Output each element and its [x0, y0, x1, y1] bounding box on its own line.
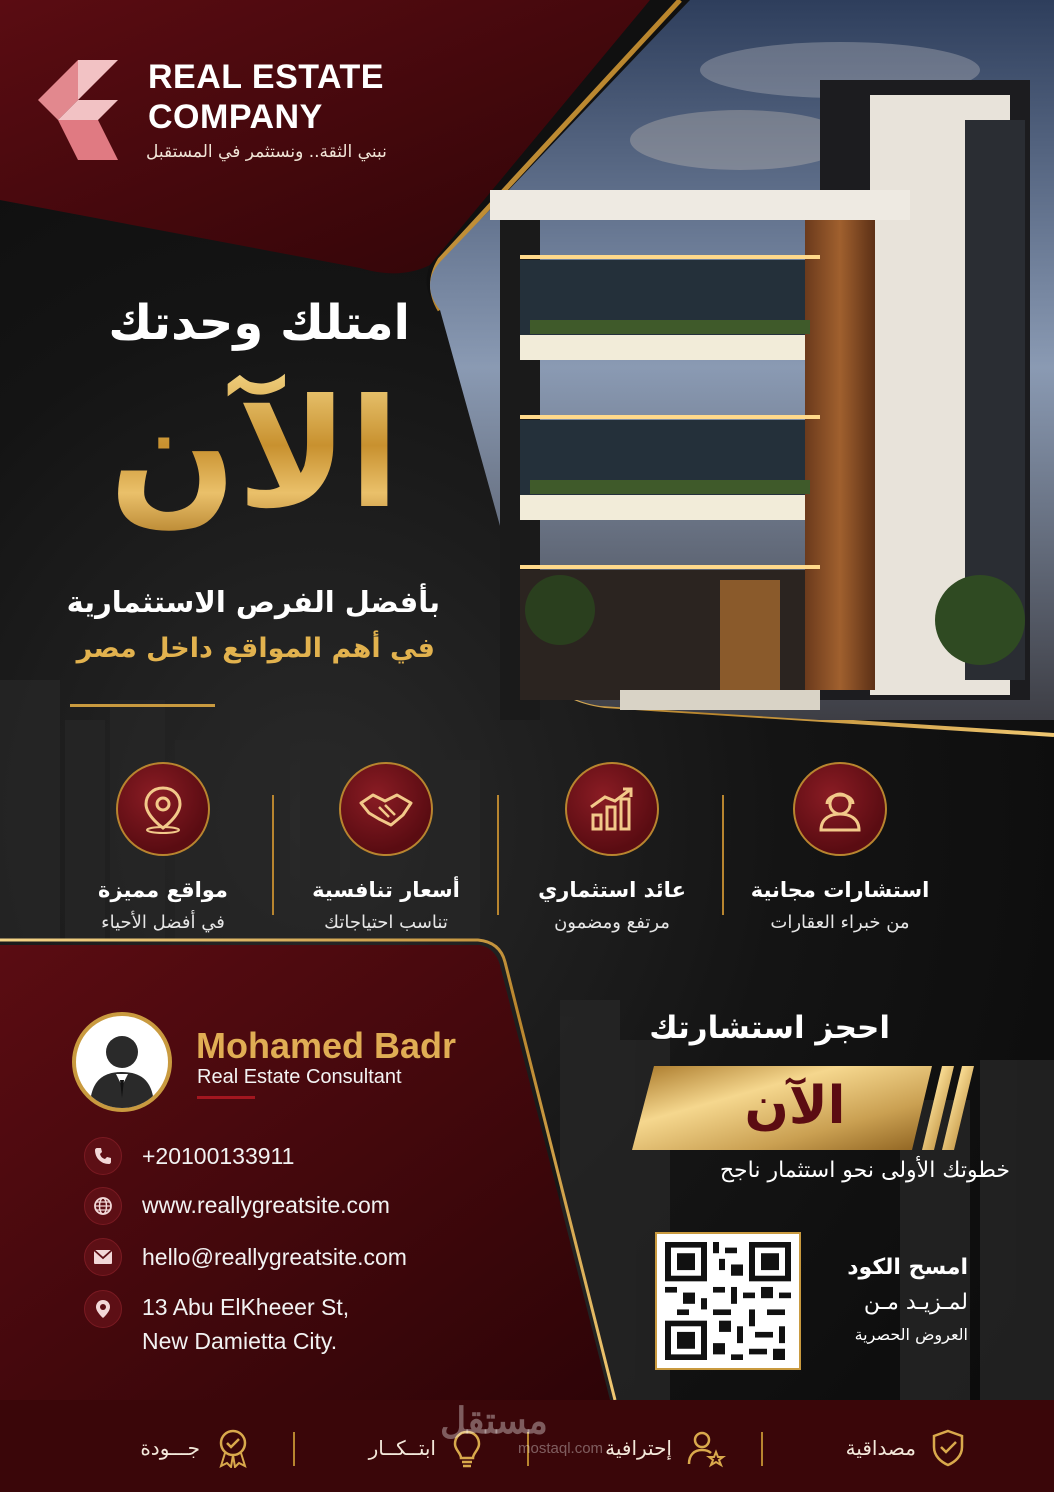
cta-now: الآن: [744, 1076, 846, 1136]
handshake-icon: [339, 762, 433, 856]
footer-label: إحترافية: [605, 1436, 672, 1460]
feature-subtitle: مرتفع ومضمون: [554, 912, 670, 933]
footer-divider: [761, 1432, 763, 1466]
feature-title: عائد استثماري: [538, 878, 686, 902]
building-photo: [420, 0, 1054, 720]
tagline: نبني الثقة.. ونستثمر في المستقبل: [146, 142, 387, 162]
feature-locations: [53, 762, 273, 933]
phone-number[interactable]: +20100133911: [142, 1143, 295, 1169]
brand-logo-icon: [38, 60, 120, 160]
footer-label: ابتــكــار: [368, 1436, 436, 1460]
feature-divider: [722, 795, 724, 915]
email-icon: [84, 1238, 122, 1276]
award-medal-icon: [214, 1428, 252, 1468]
feature-title: مواقع مميزة: [98, 878, 228, 902]
footer-item-quality: [112, 1428, 252, 1468]
scan-title: امسح الكود: [847, 1255, 968, 1280]
role-underline: [197, 1096, 255, 1099]
address: [142, 1290, 349, 1358]
email-link[interactable]: hello@reallygreatsite.com: [142, 1244, 407, 1270]
cta-subtitle: خطوتك الأولى نحو استثمار ناجح: [719, 1158, 1010, 1183]
feature-subtitle: تناسب احتياجاتك: [324, 912, 448, 933]
user-star-icon: [686, 1428, 726, 1468]
consultant-role: Real Estate Consultant: [197, 1066, 402, 1088]
footer-divider: [293, 1432, 295, 1466]
watermark-url: mostaql.com: [518, 1440, 604, 1457]
globe-icon: [84, 1187, 122, 1225]
hero-location-line: في أهم المواقع داخل مصر: [76, 633, 435, 664]
hero-subtitle: بأفضل الفرص الاستثمارية: [66, 585, 440, 619]
avatar: [72, 1012, 172, 1112]
hero-divider: [70, 704, 215, 707]
shield-check-icon: [930, 1428, 966, 1468]
map-pin-icon: [84, 1290, 122, 1328]
phone-icon: [84, 1137, 122, 1175]
website-link[interactable]: www.reallygreatsite.com: [142, 1192, 390, 1218]
hero-title: امتلك وحدتك: [108, 295, 410, 351]
feature-subtitle: في أفضل الأحياء: [101, 912, 225, 933]
footer-label: مصداقية: [845, 1436, 916, 1460]
hero-now: الآن: [40, 360, 400, 550]
cta-title: احجز استشارتك: [649, 1010, 890, 1046]
scan-line: لمـزيـد مـن: [863, 1290, 968, 1315]
feature-title: استشارات مجانية: [750, 878, 930, 902]
headset-agent-icon: [793, 762, 887, 856]
footer-label: جـــودة: [140, 1436, 200, 1460]
growth-chart-icon: [565, 762, 659, 856]
feature-consultation: [730, 762, 950, 933]
feature-subtitle: من خبراء العقارات: [770, 912, 910, 933]
feature-prices: [276, 762, 496, 933]
address-line: 13 Abu ElKheeer St,: [142, 1294, 350, 1320]
feature-divider: [497, 795, 499, 915]
qr-code[interactable]: [655, 1232, 801, 1370]
scan-line: العروض الحصرية: [854, 1325, 968, 1344]
company-name: REAL ESTATE COMPANY: [148, 58, 384, 136]
feature-divider: [272, 795, 274, 915]
watermark: مستقل: [440, 1400, 548, 1441]
address-line: New Damietta City.: [142, 1328, 338, 1354]
footer-item-credibility: [806, 1428, 966, 1468]
feature-title: أسعار تنافسية: [312, 878, 460, 902]
feature-returns: [502, 762, 722, 933]
consultant-name: Mohamed Badr: [196, 1025, 457, 1066]
location-pin-icon: [116, 762, 210, 856]
